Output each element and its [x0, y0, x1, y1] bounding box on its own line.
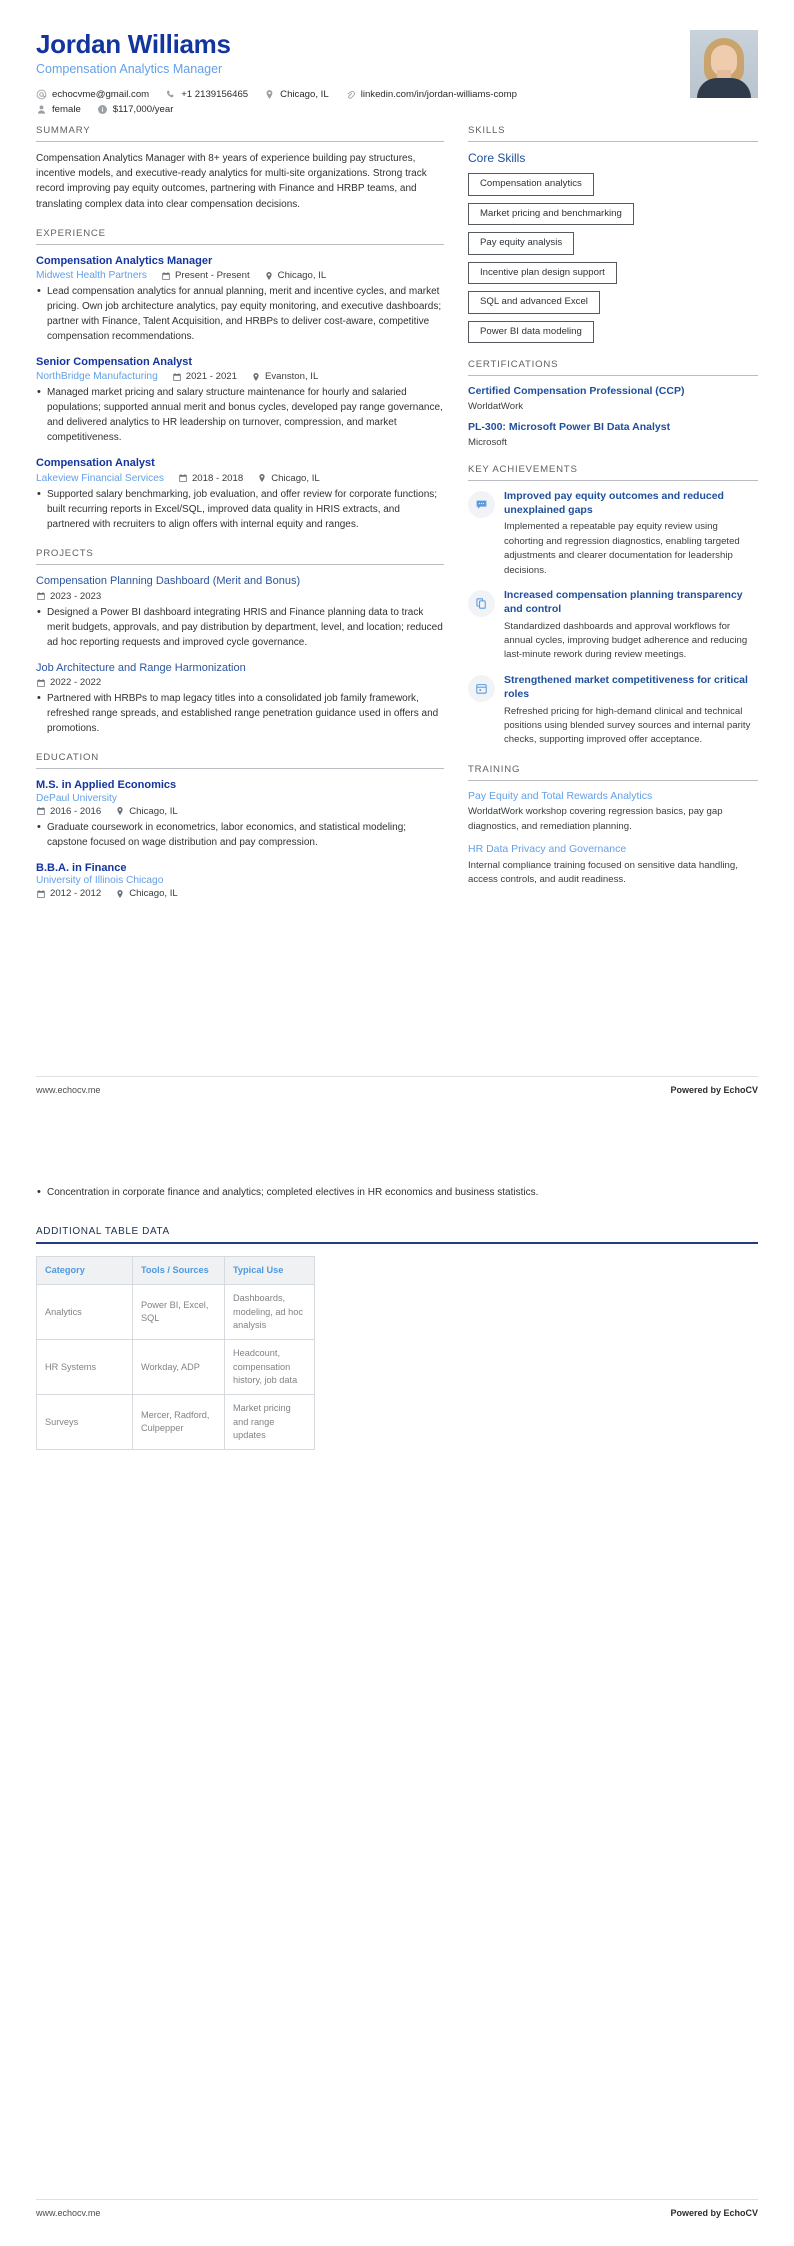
footer-site-url[interactable]: www.echocv.me	[36, 2208, 101, 2218]
contact-gender-text: female	[52, 104, 81, 116]
certification-name: PL-300: Microsoft Power BI Data Analyst	[468, 421, 671, 434]
education-overflow-bullets	[36, 1185, 758, 1200]
experience-bullets	[36, 487, 444, 532]
training-entry	[468, 843, 758, 887]
calendar-icon	[161, 271, 171, 281]
project-entry	[36, 574, 444, 650]
footer-powered-by	[670, 2208, 758, 2218]
table-row	[37, 1340, 315, 1395]
education-meta	[36, 888, 444, 899]
skills-section	[468, 125, 758, 343]
skill-chip: SQL and advanced Excel	[468, 291, 600, 314]
footer-brand-name: EchoCV	[723, 1085, 758, 1095]
table-header-row	[37, 1257, 315, 1285]
projects-section	[36, 548, 444, 737]
skills-group-label: Core Skills	[468, 151, 526, 166]
certification-issuer: WorldatWork	[468, 401, 524, 413]
contact-salary	[97, 104, 174, 115]
education-section	[36, 752, 444, 899]
calendar-icon	[36, 591, 46, 601]
location-icon	[251, 372, 261, 382]
resume-page-2	[0, 1123, 794, 2246]
experience-meta	[36, 270, 444, 281]
calendar-icon	[36, 806, 46, 816]
achievements-section-title: KEY ACHIEVEMENTS	[468, 464, 758, 481]
footer-powered-prefix: Powered by	[670, 2208, 724, 2218]
header-job-title: Compensation Analytics Manager	[36, 62, 223, 77]
experience-job-title: Compensation Analytics Manager	[36, 254, 213, 267]
experience-section	[36, 228, 444, 532]
achievement-body	[504, 674, 758, 748]
skill-chip: Incentive plan design support	[468, 262, 617, 285]
additional-table-title: ADDITIONAL TABLE DATA	[36, 1226, 758, 1244]
achievement-body	[504, 589, 758, 663]
contact-linkedin-text: linkedin.com/in/jordan-williams-comp	[360, 89, 517, 101]
experience-job-title: Senior Compensation Analyst	[36, 356, 193, 369]
calendar-icon	[172, 372, 182, 382]
list-item: • Designed a Power BI dashboard integrating HRIS and Finance planning data to track merit budgets, approvals, and pay distribution by department, level, and location; reduced ad hoc reporting requests and improved cycle governance.	[36, 605, 444, 650]
footer-brand-name: EchoCV	[723, 2208, 758, 2218]
link-icon	[345, 89, 356, 100]
table-cell: Market pricing and range updates	[225, 1395, 315, 1450]
training-description: Internal compliance training focused on sensitive data handling, access controls, and audit readiness.	[468, 859, 738, 886]
experience-company: Midwest Health Partners	[36, 270, 147, 282]
achievement-body	[504, 490, 758, 578]
certifications-section	[468, 359, 758, 447]
experience-location-text: Chicago, IL	[277, 270, 327, 282]
projects-section-title: PROJECTS	[36, 548, 444, 565]
list-item: • Supported salary benchmarking, job evaluation, and offer review for corporate functions; built recurring reports in Excel/SQL, improved data quality in HRIS extracts, and partnered with recruiters to align offers with internal equity and ranges.	[36, 487, 444, 532]
table-cell: Workday, ADP	[133, 1340, 225, 1395]
experience-entry	[36, 254, 444, 344]
skills-section-title: SKILLS	[468, 125, 758, 142]
experience-dates	[178, 473, 243, 484]
location-icon	[264, 271, 274, 281]
achievement-entry	[468, 674, 758, 748]
resume-columns	[0, 119, 794, 915]
table-cell: Surveys	[37, 1395, 133, 1450]
experience-location	[264, 270, 327, 281]
training-section	[468, 764, 758, 888]
education-dates-text: 2012 - 2012	[50, 888, 102, 900]
page-title: Jordan Williams	[36, 29, 231, 59]
education-section-title: EDUCATION	[36, 752, 444, 769]
experience-location-text: Evanston, IL	[264, 371, 319, 383]
achievement-entry	[468, 589, 758, 663]
experience-entry	[36, 355, 444, 445]
achievements-section	[468, 464, 758, 748]
summary-section-title: SUMMARY	[36, 125, 444, 142]
experience-dates	[161, 270, 250, 281]
location-icon	[115, 889, 125, 899]
right-column	[468, 125, 758, 903]
table-cell: Headcount, compensation history, job data	[225, 1340, 315, 1395]
education-meta	[36, 806, 444, 817]
page-footer	[36, 2199, 758, 2218]
project-bullets	[36, 691, 444, 736]
resume-header	[0, 0, 794, 119]
list-item: • Concentration in corporate finance and analytics; completed electives in HR economics and business statistics.	[36, 1185, 758, 1200]
contact-row-1	[36, 89, 674, 100]
experience-bullets	[36, 284, 444, 344]
project-title: Compensation Planning Dashboard (Merit and Bonus)	[36, 574, 301, 587]
experience-company: Lakeview Financial Services	[36, 472, 164, 484]
footer-powered-by	[670, 1085, 758, 1095]
table-cell: Mercer, Radford, Culpepper	[133, 1395, 225, 1450]
table-row	[37, 1395, 315, 1450]
experience-location	[251, 371, 318, 382]
education-entry	[36, 861, 444, 899]
contact-info	[36, 89, 674, 115]
location-icon	[257, 473, 267, 483]
list-item: • Managed market pricing and salary structure maintenance for hourly and salaried populations; supported annual merit and bonus cycles, developed pay range governance, and delivered analytics to HR leadership on turnover, compression, and market competitiveness.	[36, 385, 444, 445]
contact-email[interactable]	[36, 89, 149, 100]
summary-text: Compensation Analytics Manager with 8+ years of experience building pay structures, incentive models, and executive-ready analytics for multi-site organizations. Strong track record improving pay equity outcomes, partnering with Finance and HRBP teams, and translating complex data into clear compensation decisions.	[36, 153, 427, 210]
skill-chip: Pay equity analysis	[468, 232, 574, 255]
education-dates	[36, 806, 101, 817]
skill-chip: Compensation analytics	[468, 173, 594, 196]
experience-bullets	[36, 385, 444, 445]
contact-location-text: Chicago, IL	[280, 89, 329, 101]
certification-issuer: Microsoft	[468, 436, 507, 448]
achievement-entry	[468, 490, 758, 578]
experience-dates-text: 2021 - 2021	[185, 371, 237, 383]
education-bullets	[36, 820, 444, 850]
education-dates	[36, 888, 101, 899]
training-entry	[468, 790, 758, 834]
project-dates	[36, 591, 101, 602]
skill-chip: Power BI data modeling	[468, 321, 594, 344]
table-row	[37, 1285, 315, 1340]
education-location	[115, 806, 178, 817]
calendar-icon	[36, 889, 46, 899]
experience-section-title: EXPERIENCE	[36, 228, 444, 245]
project-dates	[36, 677, 101, 688]
contact-gender	[36, 104, 81, 115]
contact-email-text: echocvme@gmail.com	[52, 89, 150, 101]
education-entry	[36, 778, 444, 849]
experience-dates	[172, 371, 237, 382]
experience-meta	[36, 371, 444, 382]
skill-chip: Market pricing and benchmarking	[468, 203, 634, 226]
table-header-cell: Category	[37, 1257, 133, 1285]
experience-dates-text: Present - Present	[174, 270, 250, 282]
table-cell: Power BI, Excel, SQL	[133, 1285, 225, 1340]
table-header-cell: Typical Use	[225, 1257, 315, 1285]
experience-entry	[36, 456, 444, 531]
copy-icon	[468, 590, 495, 617]
skills-chip-list	[468, 173, 758, 343]
list-item: • Partnered with HRBPs to map legacy titles into a consolidated job family framework, refreshed range spreads, and established range penetration guidance used in offers and promotions.	[36, 691, 444, 736]
project-meta	[36, 591, 444, 602]
certification-entry	[468, 385, 758, 412]
training-section-title: TRAINING	[468, 764, 758, 781]
header-text-block	[36, 30, 674, 119]
project-bullets	[36, 605, 444, 650]
training-name: HR Data Privacy and Governance	[468, 843, 627, 856]
table-header-cell: Tools / Sources	[133, 1257, 225, 1285]
experience-company: NorthBridge Manufacturing	[36, 371, 158, 383]
project-entry	[36, 661, 444, 737]
calendar-icon	[178, 473, 188, 483]
training-description: WorldatWork workshop covering regression basics, pay gap diagnostics, and remediation planning.	[468, 806, 723, 832]
contact-linkedin[interactable]	[345, 89, 517, 100]
left-column	[36, 125, 444, 915]
training-name: Pay Equity and Total Rewards Analytics	[468, 789, 653, 802]
calendar-icon	[468, 675, 495, 702]
project-dates-text: 2022 - 2022	[50, 677, 102, 689]
info-icon	[97, 104, 108, 115]
achievement-description: Refreshed pricing for high-demand clinical and technical positions using blended survey sources and internal parity checks, supporting improved offer acceptance.	[504, 705, 751, 746]
table-cell: Dashboards, modeling, ad hoc analysis	[225, 1285, 315, 1340]
achievement-title: Increased compensation planning transparency and control	[504, 588, 743, 615]
calendar-icon	[36, 678, 46, 688]
contact-row-2	[36, 104, 674, 115]
contact-phone[interactable]	[165, 89, 248, 100]
experience-dates-text: 2018 - 2018	[191, 472, 244, 484]
list-item: • Graduate coursework in econometrics, labor economics, and statistical modeling; capstone focused on wage distribution and pay compression.	[36, 820, 444, 850]
achievement-title: Improved pay equity outcomes and reduced unexplained gaps	[504, 489, 724, 516]
education-location	[115, 888, 178, 899]
project-meta	[36, 677, 444, 688]
project-dates-text: 2023 - 2023	[50, 590, 102, 602]
education-dates-text: 2016 - 2016	[50, 805, 102, 817]
location-icon	[115, 806, 125, 816]
page-2-content	[0, 1123, 794, 1450]
phone-icon	[165, 89, 176, 100]
education-degree: B.B.A. in Finance	[36, 861, 127, 874]
education-school: DePaul University	[36, 792, 117, 804]
location-icon	[264, 89, 275, 100]
footer-powered-prefix: Powered by	[670, 1085, 724, 1095]
achievement-description: Standardized dashboards and approval workflows for annual cycles, improving budget adherence and reducing last-minute rework during review meetings.	[504, 620, 748, 661]
person-icon	[36, 104, 47, 115]
contact-location	[264, 89, 329, 100]
email-icon	[36, 89, 47, 100]
experience-location-text: Chicago, IL	[271, 472, 320, 484]
education-location-text: Chicago, IL	[129, 888, 178, 900]
achievement-description: Implemented a repeatable pay equity review using cohorting and regression diagnostics, enabling targeted adjustments and clearer documentation for leadership decisions.	[504, 521, 740, 576]
education-location-text: Chicago, IL	[129, 805, 178, 817]
project-title: Job Architecture and Range Harmonization	[36, 661, 246, 674]
avatar	[690, 30, 758, 98]
experience-meta	[36, 473, 444, 484]
certifications-section-title: CERTIFICATIONS	[468, 359, 758, 376]
comment-icon	[468, 491, 495, 518]
achievement-title: Strengthened market competitiveness for critical roles	[504, 673, 748, 700]
table-cell: HR Systems	[37, 1340, 133, 1395]
footer-site-url[interactable]: www.echocv.me	[36, 1085, 101, 1095]
experience-location	[257, 473, 320, 484]
contact-salary-text: $117,000/year	[112, 104, 174, 116]
page-footer	[36, 1076, 758, 1095]
certification-name: Certified Compensation Professional (CCP)	[468, 385, 685, 398]
education-school: University of Illinois Chicago	[36, 875, 164, 887]
education-degree: M.S. in Applied Economics	[36, 779, 177, 792]
additional-data-table	[36, 1256, 315, 1450]
table-cell: Analytics	[37, 1285, 133, 1340]
experience-job-title: Compensation Analyst	[36, 457, 155, 470]
certification-entry	[468, 421, 758, 448]
summary-section	[36, 125, 444, 212]
list-item: • Lead compensation analytics for annual planning, merit and incentive cycles, and market pricing. Own job architecture analytics, pay equity monitoring, and executive dashboards; partner with Finance, Talent Acquisition, and HRBPs to deliver cost-aware, competitive compensation recommendations.	[36, 284, 444, 344]
contact-phone-text: +1 2139156465	[181, 89, 249, 101]
